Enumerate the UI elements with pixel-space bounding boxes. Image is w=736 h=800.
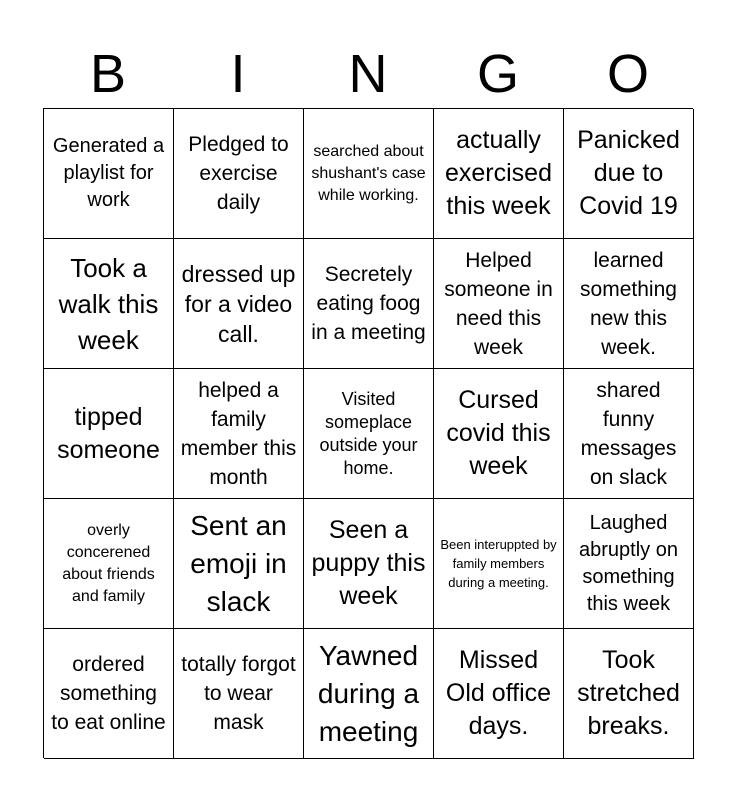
bingo-cell[interactable] <box>564 499 694 629</box>
header-letter-g: G <box>476 44 519 104</box>
bingo-cell-text: Helped someone in need this week <box>444 248 553 359</box>
bingo-cell[interactable] <box>44 109 174 239</box>
bingo-cell-text: totally forgot to wear mask <box>181 653 296 734</box>
bingo-cell[interactable] <box>434 499 564 629</box>
bingo-cell[interactable] <box>434 369 564 499</box>
bingo-cell[interactable] <box>304 239 434 369</box>
header-letter-n: N <box>348 44 388 104</box>
bingo-cell[interactable] <box>564 109 694 239</box>
bingo-cell-text: Sent an emoji in slack <box>190 509 287 617</box>
bingo-cell-text: overly concerened about friends and family <box>62 521 155 605</box>
header-letter-b: B <box>89 44 127 104</box>
bingo-cell-text: Missed Old office days. <box>445 646 552 740</box>
bingo-cell-text: Panicked due to Covid 19 <box>577 126 680 220</box>
bingo-cell-text: tipped someone <box>57 402 160 464</box>
bingo-cell-text: Seen a puppy this week <box>311 516 426 610</box>
bingo-cell-text: helped a family member this month <box>180 378 297 489</box>
bingo-cell[interactable] <box>304 499 434 629</box>
bingo-cell[interactable] <box>304 629 434 759</box>
bingo-cell-text: Took a walk this week <box>58 252 159 355</box>
header-letter-i: I <box>230 44 246 104</box>
bingo-cell-text: ordered something to eat online <box>51 653 166 734</box>
bingo-cell[interactable] <box>564 239 694 369</box>
bingo-cell-text: Secretely eating foog in a meeting <box>311 263 426 344</box>
bingo-cell-text: Visited someplace outside your home. <box>319 388 418 478</box>
bingo-cell[interactable] <box>564 629 694 759</box>
bingo-cell-text: Generated a playlist for work <box>52 135 165 211</box>
bingo-cell-text: Pledged to exercise daily <box>188 133 289 214</box>
bingo-cell-text: Took stretched breaks. <box>577 646 680 740</box>
bingo-cell[interactable] <box>44 629 174 759</box>
bingo-cell[interactable] <box>434 629 564 759</box>
bingo-cell[interactable] <box>44 239 174 369</box>
bingo-cell-text: actually exercised this week <box>445 126 552 220</box>
bingo-cell[interactable] <box>174 499 304 629</box>
bingo-cell[interactable] <box>174 239 304 369</box>
bingo-cell[interactable] <box>564 369 694 499</box>
bingo-cell[interactable] <box>44 369 174 499</box>
bingo-cell[interactable] <box>44 499 174 629</box>
bingo-cell-text: Laughed abruptly on something this week <box>579 511 678 615</box>
bingo-card <box>43 108 693 758</box>
bingo-cell[interactable] <box>174 109 304 239</box>
bingo-cell[interactable] <box>434 109 564 239</box>
bingo-header <box>43 40 693 108</box>
bingo-cell-text: shared funny messages on slack <box>580 378 677 489</box>
bingo-cell[interactable] <box>174 629 304 759</box>
bingo-cell-text: Cursed covid this week <box>446 386 551 480</box>
bingo-cell[interactable] <box>174 369 304 499</box>
bingo-cell-text: learned something new this week. <box>580 248 677 359</box>
header-letter-o: O <box>606 44 649 104</box>
bingo-cell-text: Been interuppted by family members during a meeting. <box>440 537 557 590</box>
bingo-cell[interactable] <box>434 239 564 369</box>
bingo-cell[interactable] <box>304 109 434 239</box>
bingo-cell-text: searched about shushant's case while working. <box>311 142 426 204</box>
bingo-cell[interactable] <box>304 369 434 499</box>
bingo-cell-text: Yawned during a meeting <box>317 639 420 747</box>
bingo-cell-text: dressed up for a video call. <box>181 260 296 347</box>
